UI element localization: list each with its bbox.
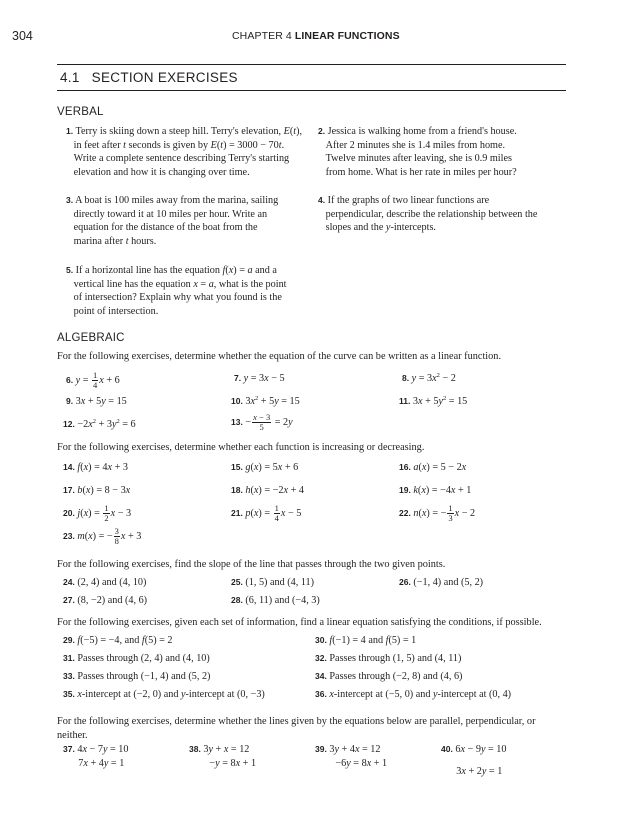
section-number: 4.1 bbox=[60, 70, 80, 85]
instructions-linear-equation: For the following exercises, given each set of information, find a linear equation satisfying the conditions, if possible. bbox=[57, 617, 542, 628]
exercise-20: 20. j(x) = $\frac{1}{2}$ x − 3 bbox=[63, 503, 132, 523]
section-title-text: SECTION EXERCISES bbox=[91, 70, 238, 85]
exercise-11: 11. $3x + 5y^2 = 15$ bbox=[399, 395, 468, 407]
exercise-36: 36. x-intercept at (−5, 0) and y-intercept at (0, 4) bbox=[315, 689, 512, 700]
exercise-17: 17. b(x) = 8 − 3x bbox=[63, 485, 131, 496]
exercise-6: 6. y = $\frac{1}{4}$ x + 6 bbox=[66, 370, 120, 390]
exercise-21: 21. p(x) = $\frac{1}{4}$ x − 5 bbox=[231, 503, 302, 523]
exercise-40: 40. 6x − 9y = 10 3x + 2y = 1 bbox=[441, 744, 507, 777]
exercise-8: 8. $y = 3x^2 - 2$ bbox=[402, 372, 456, 384]
exercise-30: 30. f(−1) = 4 and f(5) = 1 bbox=[315, 635, 417, 646]
exercise-10: 10. $3x^2 + 5y = 15$ bbox=[231, 395, 300, 407]
exercise-22: 22. n(x) = − $\frac{1}{3}$ x − 2 bbox=[399, 503, 476, 523]
exercise-26: 26. (−1, 4) and (5, 2) bbox=[399, 577, 484, 588]
exercise-33: 33. Passes through (−1, 4) and (5, 2) bbox=[63, 671, 211, 682]
exercise-5: 5. If a horizontal line has the equation f(x) = a and a vertical line has the equation x = a, what is the point of intersection? Explain why what you found is the point of intersection. bbox=[66, 265, 287, 318]
exercise-24: 24. (2, 4) and (4, 10) bbox=[63, 577, 147, 588]
exercise-18: 18. h(x) = −2x + 4 bbox=[231, 485, 304, 496]
exercise-28: 28. (6, 11) and (−4, 3) bbox=[231, 595, 320, 606]
exercise-25: 25. (1, 5) and (4, 11) bbox=[231, 577, 315, 588]
exercise-13: 13. − $\frac{x - 3}{5}$ = 2y bbox=[231, 412, 293, 432]
chapter-title: LINEAR FUNCTIONS bbox=[294, 30, 400, 42]
exercise-7: 7. y = 3x − 5 bbox=[234, 373, 285, 384]
exercise-29: 29. f(−5) = −4, and f(5) = 2 bbox=[63, 635, 173, 646]
verbal-heading: VERBAL bbox=[57, 106, 104, 118]
exercise-27: 27. (8, −2) and (4, 6) bbox=[63, 595, 148, 606]
instructions-slope: For the following exercises, find the slope of the line that passes through the two given points. bbox=[57, 559, 446, 570]
section-top-rule bbox=[57, 64, 566, 65]
exercise-35: 35. x-intercept at (−2, 0) and y-intercept at (0, −3) bbox=[63, 689, 265, 700]
section-bottom-rule bbox=[57, 90, 566, 91]
exercise-37: 37. 4x − 7y = 10 7x + 4y = 1 bbox=[63, 744, 129, 769]
exercise-34: 34. Passes through (−2, 8) and (4, 6) bbox=[315, 671, 463, 682]
section-title bbox=[60, 70, 238, 85]
exercise-32: 32. Passes through (1, 5) and (4, 11) bbox=[315, 653, 462, 664]
instructions-parallel-perpendicular: For the following exercises, determine whether the lines given by the equations below are parallel, perpendicular, or neither. bbox=[57, 716, 536, 741]
exercise-9: 9. 3x + 5y = 15 bbox=[66, 396, 127, 407]
exercise-15: 15. g(x) = 5x + 6 bbox=[231, 462, 299, 473]
algebraic-heading: ALGEBRAIC bbox=[57, 332, 125, 344]
chapter-label: CHAPTER 4 bbox=[232, 30, 292, 42]
page-number: 304 bbox=[12, 29, 33, 43]
instructions-linear-function: For the following exercises, determine whether the equation of the curve can be written as a linear function. bbox=[57, 351, 502, 362]
exercise-14: 14. f(x) = 4x + 3 bbox=[63, 462, 128, 473]
exercise-31: 31. Passes through (2, 4) and (4, 10) bbox=[63, 653, 210, 664]
exercise-38: 38. 3y + x = 12 −y = 8x + 1 bbox=[189, 744, 257, 769]
exercise-16: 16. a(x) = 5 − 2x bbox=[399, 462, 467, 473]
exercise-3: 3. A boat is 100 miles away from the marina, sailing directly toward it at 10 miles per hour. Write an equation for the distance of the boat from the marina after t hours. bbox=[66, 195, 279, 248]
exercise-4: 4. If the graphs of two linear functions are perpendicular, describe the relationship between the slopes and the y-intercepts. bbox=[318, 195, 538, 234]
exercise-12: 12. $-2x^2 + 3y^2 = 6$ bbox=[63, 418, 136, 430]
running-header bbox=[232, 30, 400, 42]
exercise-2: 2. Jessica is walking home from a friend's house. After 2 minutes she is 1.4 miles from home. Twelve minutes after leaving, she is 0.9 miles from home. What is her rate in miles per hour? bbox=[318, 126, 517, 179]
exercise-39: 39. 3y + 4x = 12 −6y = 8x + 1 bbox=[315, 744, 388, 769]
instructions-increasing-decreasing: For the following exercises, determine whether each function is increasing or decreasing. bbox=[57, 442, 425, 453]
exercise-19: 19. k(x) = −4x + 1 bbox=[399, 485, 472, 496]
exercise-1: 1. Terry is skiing down a steep hill. Terry's elevation, E(t), in feet after t seconds is given by E(t) = 3000 − 70t. Write a complete sentence describing Terry's starting elevation and how it is changing over time. bbox=[66, 126, 303, 179]
exercise-23: 23. m(x) = − $\frac{3}{8}$ x + 3 bbox=[63, 526, 142, 546]
